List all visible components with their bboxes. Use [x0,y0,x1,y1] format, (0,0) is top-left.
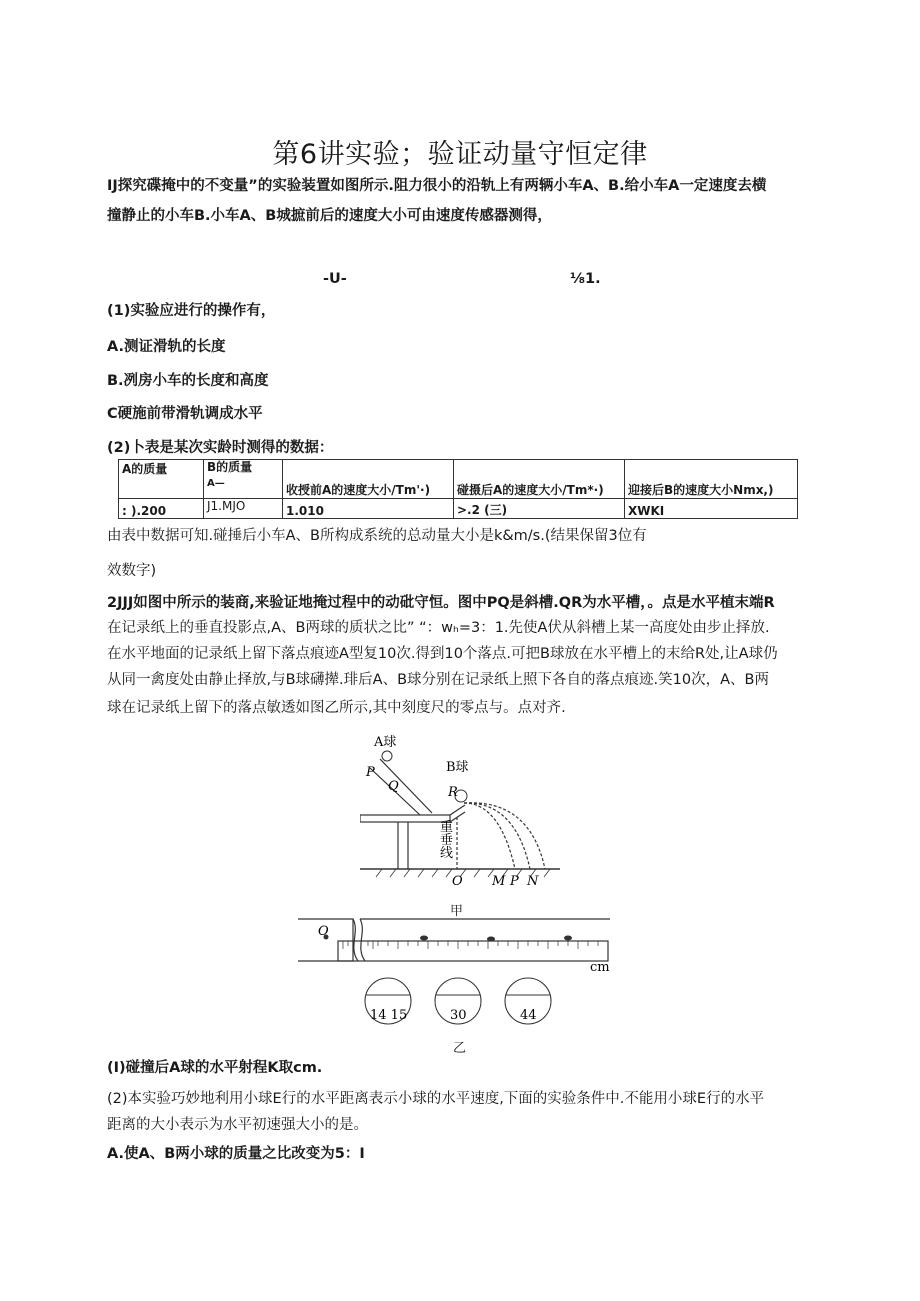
q2-line2: 在记录纸上的垂直投影点,A、B两球的质状之比” “：wₕ=3：1.先使A伏从斜槽上某一高度处由步止择放. [107,620,770,636]
data-table [118,459,798,519]
table-cell: J1.MJO [204,499,283,519]
table-header-cell: A的质量 [119,460,204,499]
q2-line4: 从同一禽度处由静止择放,与B球礴撵.琲后A、B球分别在记录纸上照下各自的落点痕迹.笑10次，A、B两 [107,672,769,688]
table-header-cell: 碰摄后A的速度大小/Tm*·) [454,460,625,499]
ball-a-label: A球 [374,735,397,750]
q1-figure-label-right: ⅛1. [570,271,601,287]
table-header-cell: 收授前A的速度大小/Tm'·) [283,460,454,499]
q2-line5: 球在记录纸上留下的落点敏透如图乙所示,其中刻度尺的零点与。点对齐. [107,700,566,716]
q2-line3: 在水平地面的记录纸上留下落点痕迹A型复10次.得到10个落点.可把B球放在水平槽上的末给R处,让A球仍 [107,646,778,662]
table-header-cell: B的质量 A— [204,460,283,499]
label-r: R [448,785,458,800]
reading-label: 30 [450,1008,467,1023]
q2-sub2-line1: (2)本实验巧妙地利用小球E行的水平距离表示小球的水平速度,下面的实验条件中.不能用小球E行的水平 [107,1091,765,1107]
table-cell: >.2 (三) [454,499,625,519]
track-top [360,815,450,822]
landing-mark-p [487,937,495,942]
label-q: Q [388,779,399,794]
label-o: O [452,874,463,889]
q1-sub2: (2)卜表是某次实龄时测得的数据： [107,440,334,456]
apparatus-figure [360,733,575,893]
label-p-ground: P [510,874,519,889]
table-header-cell: 迎接后B的速度大小Nmx,) [625,460,798,499]
label-m: M [492,874,506,889]
q2-sub2-line2: 距离的大小表示为水平初速强大小的是。 [107,1117,368,1133]
paper-break [353,919,358,961]
ground-hatch [376,869,550,877]
plumb-label: 线 [440,846,454,861]
ruler-ticks [343,941,598,949]
ruler-body [338,941,608,961]
q1-after-table-line1: 由表中数据可知.碰捶后小车A、B所构成系统的总动量大小是k&m/s.(结果保留3位有 [107,528,647,544]
table-cell: XWKI [625,499,798,519]
page-title: 第6讲实验；验证动量守恒定律 [272,139,648,170]
reading-label: 14 15 [370,1008,408,1023]
figure-yi-caption: 乙 [453,1041,467,1056]
table-row [119,499,798,519]
q1-intro-line1: IJ探究碟掩中的不变量”的实验装置如图所示.阻力很小的沿轨上有两辆小车A、B.给小车A一定速度去横 [107,178,767,194]
q1-option-c: C硬施前带滑轨调成水平 [107,406,263,422]
q1-sub1: (1)实验应进行的操作有， [107,303,276,319]
ball-a [382,751,392,761]
ruler-unit-label: cm [590,960,610,975]
label-n: N [527,874,539,889]
landing-mark-m [420,936,428,941]
plumb-label: 垂 [440,833,454,848]
q1-option-b: B.冽房小车的长度和高度 [107,373,269,389]
paper-break [360,919,365,961]
trajectory-p [464,803,530,869]
ball-b-label: B球 [446,760,469,775]
table-cell: : ).200 [119,499,204,519]
landing-mark-n [564,936,572,941]
table-cell: 1.010 [283,499,454,519]
q1-intro-line2: 撞静止的小车B.小车A、B城摭前后的速度大小可由速度传感器测得， [107,208,552,224]
q2-option-a: A.使A、B两小球的质量之比改变为5：I [107,1146,365,1162]
plumb-label: 重 [440,820,454,835]
figure-jia-caption: 甲 [450,904,464,919]
q1-figure-label-left: -U- [323,271,347,287]
ruler-origin-label: O [318,924,329,939]
label-p: P [366,765,375,780]
ruler-figure [298,907,618,1047]
trajectory-m [464,803,515,869]
q1-after-table-line2: 效数字) [107,563,157,579]
reading-label: 44 [520,1008,537,1023]
q2-sub1: (I)碰撞后A球的水平射程K取cm. [107,1060,323,1076]
q2-line1: 2JJJ如图中所示的装商,来验证地掩过程中的动砒守恒。图中PQ是斜槽.QR为水平槽，。点是水平植末端R [107,595,775,611]
table-header-row [119,460,798,499]
q1-option-a: A.测证滑轨的长度 [107,339,226,355]
